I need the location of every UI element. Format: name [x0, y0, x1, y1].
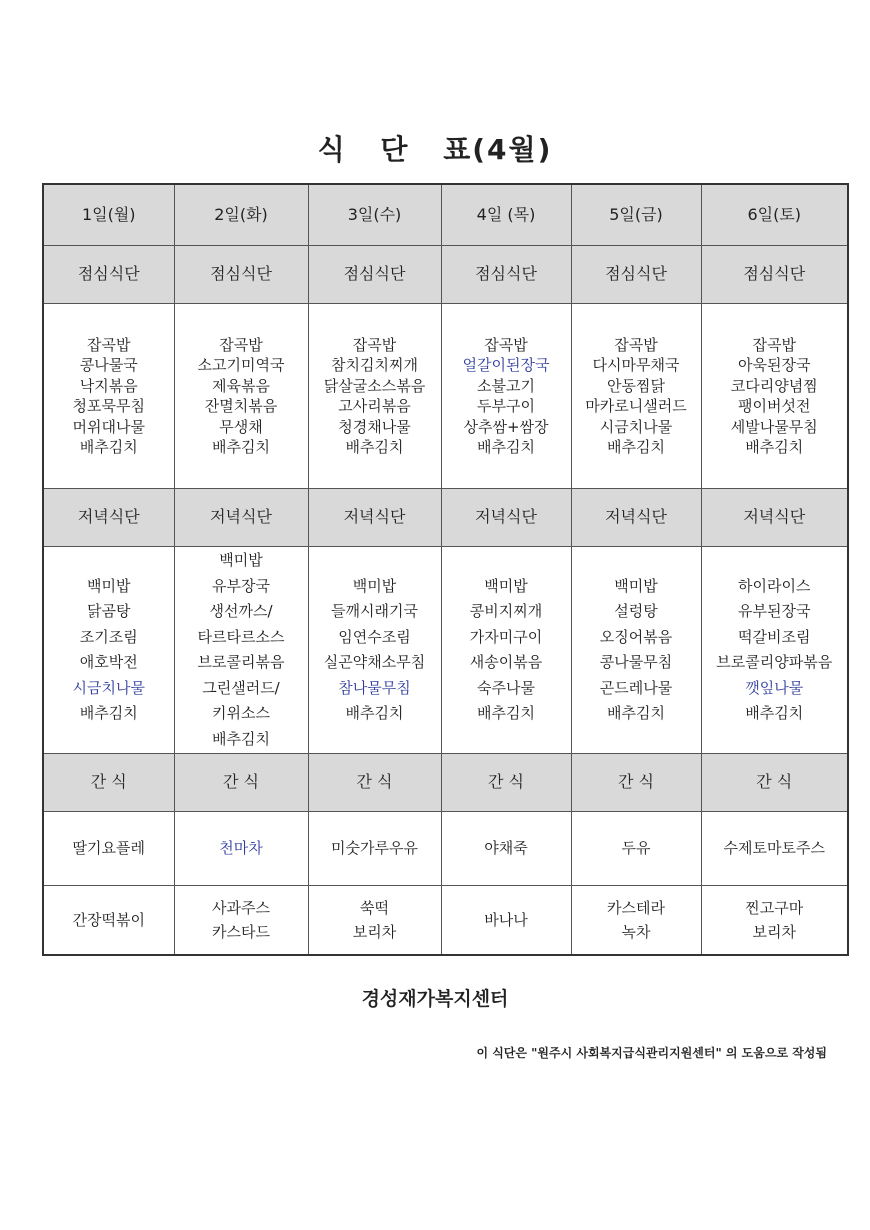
menu-item: 콩비지찌개	[469, 602, 543, 620]
dinner-label: 저녁식단	[701, 489, 848, 547]
menu-item: 백미밥	[484, 576, 528, 595]
dinner-cell	[701, 547, 848, 754]
menu-item: 콩나물국	[79, 356, 138, 374]
dinner-label: 저녁식단	[571, 489, 701, 547]
snack-item: 사과주스	[212, 899, 270, 917]
menu-item: 시금치나물	[599, 417, 673, 436]
snack-row-1	[43, 812, 848, 886]
lunch-cell	[701, 304, 848, 489]
snack-label: 간 식	[441, 754, 571, 812]
dinner-label-row	[43, 489, 848, 547]
menu-item: 배추김치	[79, 438, 138, 456]
center-name: 경성재가복지센터	[361, 988, 509, 1010]
menu-item: 조기조림	[79, 627, 138, 646]
menu-item: 무생채	[219, 417, 263, 436]
menu-item: 배추김치	[345, 704, 404, 722]
menu-item: 키위소스	[212, 704, 270, 722]
snack-item: 보리차	[352, 923, 397, 941]
menu-item: 배추김치	[607, 438, 665, 456]
menu-item: 백미밥	[352, 576, 397, 595]
lunch-cell	[571, 304, 701, 489]
menu-item: 고사리볶음	[338, 397, 411, 415]
menu-item: 배추김치	[745, 704, 804, 722]
lunch-label: 점심식단	[571, 246, 701, 304]
snack-row-2	[43, 886, 848, 956]
snack-label: 간 식	[43, 754, 174, 812]
menu-item: 낙지볶음	[79, 376, 138, 395]
page-title: 식 단 표(4월)	[317, 133, 553, 166]
snack-cell	[174, 886, 308, 956]
menu-item: 배추김치	[607, 704, 665, 722]
snack-cell	[308, 886, 441, 956]
menu-item: 브로콜리양파볶음	[716, 653, 833, 671]
snack-item: 찐고구마	[745, 899, 804, 917]
menu-item: 잡곡밥	[87, 335, 131, 354]
menu-item: 잡곡밥	[752, 335, 796, 354]
menu-item: 닭곰탕	[87, 602, 131, 620]
lunch-cell	[441, 304, 571, 489]
menu-item: 새송이볶음	[469, 653, 543, 671]
menu-item: 생선까스/	[209, 602, 273, 620]
menu-item: 백미밥	[87, 576, 131, 595]
snack-cell: 야채죽	[441, 812, 571, 886]
snack-label: 간 식	[571, 754, 701, 812]
menu-item-highlighted: 참나물무침	[338, 678, 411, 697]
menu-item: 마카로니샐러드	[585, 397, 687, 415]
menu-item: 애호박전	[79, 653, 138, 671]
menu-item: 배추김치	[477, 438, 535, 456]
menu-item: 곤드레나물	[599, 678, 673, 697]
menu-item: 닭살굴소스볶음	[323, 376, 426, 395]
menu-item: 배추김치	[79, 704, 138, 722]
menu-item-highlighted: 깻잎나물	[745, 678, 804, 697]
snack-cell	[571, 886, 701, 956]
snack-label-row	[43, 754, 848, 812]
menu-item: 숙주나물	[477, 678, 535, 697]
menu-item: 브로콜리볶음	[197, 653, 285, 671]
menu-item: 아욱된장국	[738, 356, 811, 374]
dinner-cell	[43, 547, 174, 754]
lunch-cell	[308, 304, 441, 489]
snack-item: 카스타드	[212, 923, 270, 941]
snack-cell	[43, 886, 174, 956]
snack-item: 녹차	[621, 923, 651, 941]
menu-item: 배추김치	[745, 438, 804, 456]
lunch-label-row	[43, 246, 848, 304]
day-header: 4일 (목)	[441, 184, 571, 246]
snack-cell	[701, 886, 848, 956]
menu-item: 세발나물무침	[730, 417, 818, 436]
menu-item: 설렁탕	[614, 602, 658, 620]
dinner-label: 저녁식단	[174, 489, 308, 547]
menu-item: 그린샐러드/	[202, 678, 280, 697]
menu-item: 떡갈비조림	[738, 627, 811, 646]
menu-item: 두부구이	[477, 397, 535, 415]
menu-item: 콩나물무침	[599, 653, 673, 671]
lunch-label: 점심식단	[308, 246, 441, 304]
menu-item-highlighted: 얼갈이된장국	[462, 356, 550, 374]
menu-item: 제육볶음	[212, 376, 270, 395]
menu-item: 하이라이스	[738, 576, 811, 595]
meal-plan-table	[42, 183, 849, 956]
snack-label: 간 식	[174, 754, 308, 812]
footnote: 이 식단은 "원주시 사회복지급식관리지원센터" 의 도움으로 작성됨	[476, 1046, 827, 1060]
menu-item: 잡곡밥	[219, 335, 263, 354]
menu-item: 백미밥	[614, 576, 658, 595]
snack-cell: 딸기요플레	[43, 812, 174, 886]
snack-cell	[441, 886, 571, 956]
menu-item: 유부된장국	[738, 602, 811, 620]
snack-cell-highlighted: 천마차	[174, 812, 308, 886]
snack-item: 간장떡볶이	[72, 911, 145, 929]
menu-item: 안동찜닭	[607, 376, 665, 395]
menu-item: 배추김치	[212, 438, 270, 456]
menu-item: 잔멸치볶음	[204, 397, 278, 415]
menu-item: 잡곡밥	[352, 335, 397, 354]
day-header: 1일(월)	[43, 184, 174, 246]
menu-item: 잡곡밥	[614, 335, 658, 354]
day-header: 3일(수)	[308, 184, 441, 246]
dinner-cell	[441, 547, 571, 754]
dinner-cell	[174, 547, 308, 754]
menu-item: 배추김치	[477, 704, 535, 722]
snack-cell: 미숫가루우유	[308, 812, 441, 886]
lunch-cell	[43, 304, 174, 489]
menu-item: 청경채나물	[338, 417, 411, 436]
snack-label: 간 식	[308, 754, 441, 812]
lunch-menu-row	[43, 304, 848, 489]
lunch-label: 점심식단	[174, 246, 308, 304]
snack-item: 쑥떡	[360, 899, 389, 917]
day-header: 2일(화)	[174, 184, 308, 246]
menu-item: 청포묵무침	[72, 397, 145, 415]
menu-item: 배추김치	[212, 729, 270, 748]
menu-item: 상추쌈+쌈장	[463, 417, 549, 436]
menu-item: 유부장국	[212, 576, 270, 595]
snack-cell: 수제토마토주스	[701, 812, 848, 886]
menu-item: 소고기미역국	[197, 356, 285, 374]
dinner-label: 저녁식단	[441, 489, 571, 547]
menu-item: 다시마무채국	[592, 356, 680, 374]
menu-item: 코다리양념찜	[730, 376, 818, 395]
lunch-label: 점심식단	[701, 246, 848, 304]
menu-item: 임연수조림	[338, 627, 411, 646]
menu-item: 실곤약채소무침	[323, 653, 426, 671]
dinner-cell	[571, 547, 701, 754]
menu-item: 소불고기	[477, 376, 535, 395]
snack-item: 카스테라	[607, 899, 665, 917]
snack-cell: 두유	[571, 812, 701, 886]
lunch-cell	[174, 304, 308, 489]
snack-item: 보리차	[752, 923, 796, 941]
menu-item: 팽이버섯전	[738, 397, 811, 415]
dinner-label: 저녁식단	[43, 489, 174, 547]
snack-label: 간 식	[701, 754, 848, 812]
menu-item: 백미밥	[219, 551, 263, 569]
dinner-label: 저녁식단	[308, 489, 441, 547]
lunch-label: 점심식단	[43, 246, 174, 304]
menu-item: 머위대나물	[72, 417, 145, 436]
menu-item: 참치김치찌개	[331, 356, 418, 374]
snack-item: 바나나	[484, 911, 528, 929]
lunch-label: 점심식단	[441, 246, 571, 304]
dinner-cell	[308, 547, 441, 754]
day-header: 5일(금)	[571, 184, 701, 246]
menu-item: 타르타르소스	[197, 627, 285, 646]
day-header: 6일(토)	[701, 184, 848, 246]
menu-item: 가자미구이	[469, 627, 543, 646]
dinner-menu-row	[43, 547, 848, 754]
menu-item: 오징어볶음	[599, 627, 673, 646]
menu-item: 잡곡밥	[484, 335, 528, 354]
menu-item-highlighted: 시금치나물	[72, 678, 145, 697]
day-header-row	[43, 184, 848, 246]
menu-item: 배추김치	[345, 438, 404, 456]
menu-item: 들깨시래기국	[331, 602, 418, 620]
